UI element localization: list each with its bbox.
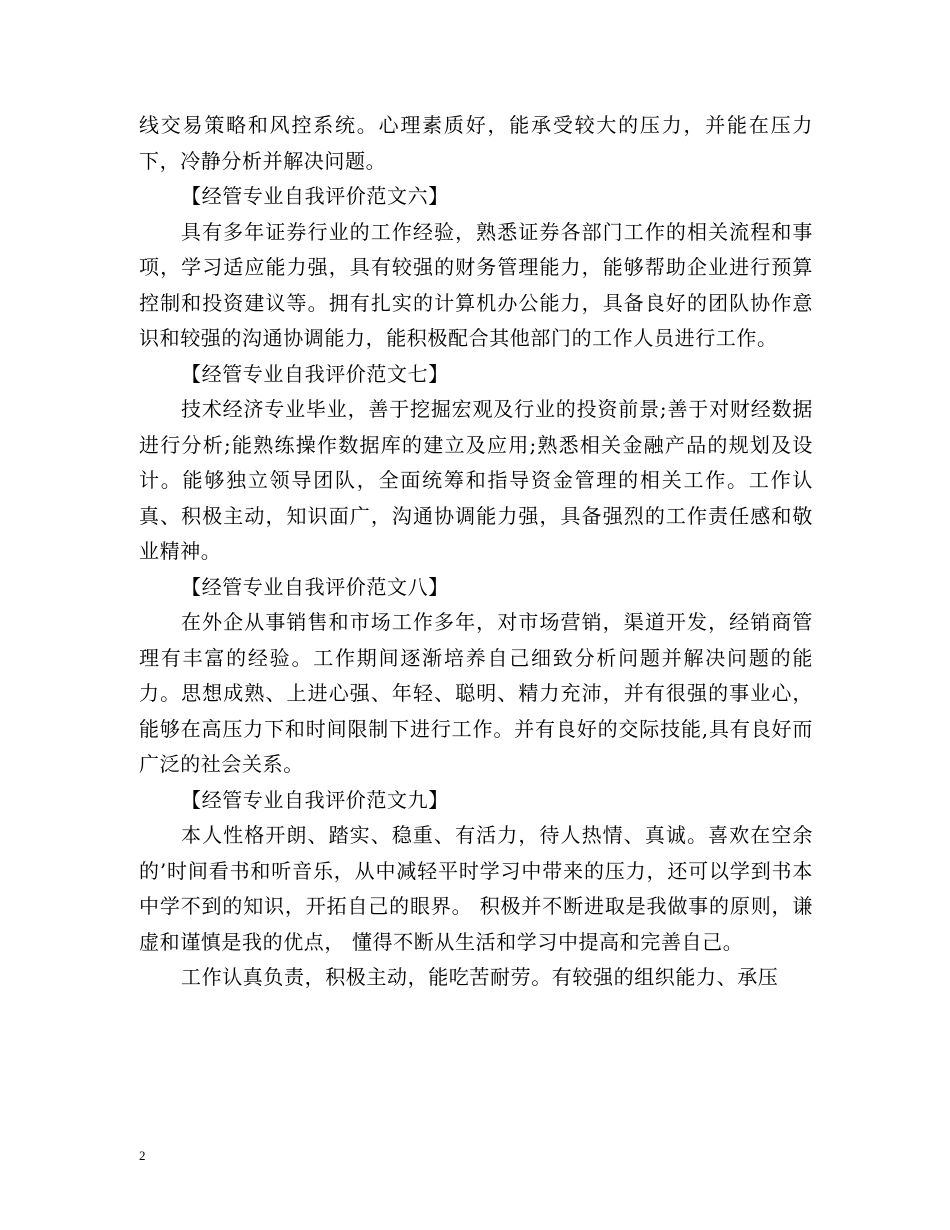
document-body [139,108,813,996]
section-heading-sample-nine: 【经管专业自我评价范文九】 [181,787,449,812]
paragraph-continuation: 线交易策略和风控系统。心理素质好，能承受较大的压力，并能在压力下，冷静分析并解决问题。 [139,113,813,173]
section-heading-sample-seven: 【经管专业自我评价范文七】 [181,361,449,386]
page-number: 2 [139,1148,146,1163]
paragraph-sample-nine: 本人性格开朗、踏实、稳重、有活力，待人热情、真诚。喜欢在空余的’时间看书和听音乐，从中减轻平时学习中带来的压力，还可以学到书本中学不到的知识，开拓自己的眼界。 积极并不断进取是我做事的原则，谦虚和谨慎是我的优点， 懂得不断从生活和学习中提高和完善自己。 [139,823,813,954]
paragraph-trailing: 工作认真负责，积极主动，能吃苦耐劳。有较强的组织能力、承压 [181,965,779,989]
paragraph-sample-seven: 技术经济专业毕业，善于挖掘宏观及行业的投资前景;善于对财经数据进行分析;能熟练操作数据库的建立及应用;熟悉相关金融产品的规划及设计。能够独立领导团队，全面统筹和指导资金管理的相关工作。工作认真、积极主动，知识面广，沟通协调能力强，具备强烈的工作责任感和敬业精神。 [139,397,813,563]
section-heading-sample-eight: 【经管专业自我评价范文八】 [181,574,449,599]
paragraph-sample-eight: 在外企从事销售和市场工作多年，对市场营销，渠道开发，经销商管理有丰富的经验。工作期间逐渐培养自己细致分析问题并解决问题的能力。思想成熟、上进心强、年轻、聪明、精力充沛，并有很强的事业心，能够在高压力下和时间限制下进行工作。并有良好的交际技能,具有良好而广泛的社会关系。 [139,610,813,776]
paragraph-sample-six: 具有多年证券行业的工作经验，熟悉证券各部门工作的相关流程和事项，学习适应能力强，具有较强的财务管理能力，能够帮助企业进行预算控制和投资建议等。拥有扎实的计算机办公能力，具备良好的团队协作意识和较强的沟通协调能力，能积极配合其他部门的工作人员进行工作。 [139,219,813,350]
section-heading-sample-six: 【经管专业自我评价范文六】 [181,184,449,208]
